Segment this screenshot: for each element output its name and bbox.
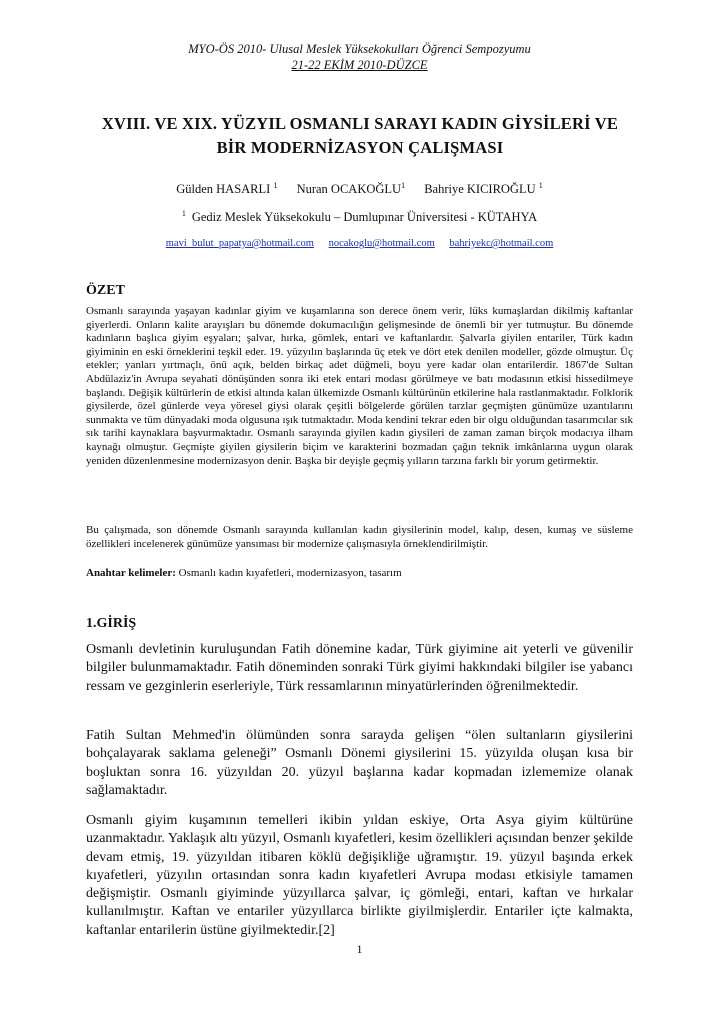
keywords-text: Osmanlı kadın kıyafetleri, modernizasyon, tasarım: [175, 567, 402, 579]
author: Nuran OCAKOĞLU$^1$: [296, 181, 406, 197]
conference-date: 21-22 EKİM 2010-DÜZCE: [291, 58, 428, 72]
body-paragraph: Osmanlı devletinin kuruluşundan Fatih dönemine kadar, Türk giyimine ait yeterli ve güvenilir bilgiler bulunmamaktadır. Fatih döneminden sonraki Türk giyimi hakkındaki bilgiler ise yabancı ressam ve gezginlerin eserleriyle, Türk ressamlarının minyatürlerinden öğrenilmektedir.: [86, 642, 633, 694]
email-link[interactable]: nocakoglu@hotmail.com: [328, 238, 435, 249]
affiliation: $^1$ Gediz Meslek Yüksekokulu – Dumlupınar Üniversitesi - KÜTAHYA: [181, 209, 538, 225]
email-link[interactable]: bahriyekc@hotmail.com: [449, 238, 554, 249]
paper-title: [60, 112, 660, 160]
author: Gülden HASARLI $^1$: [176, 181, 278, 197]
keywords: [86, 567, 633, 581]
abstract-paragraph: Bu çalışmada, son dönemde Osmanlı sarayında kullanılan kadın giysilerinin model, kalıp, desen, kumaş ve süsleme özellikleri incelenerek günümüze yansıması bir modernize çalışmasıyla örneklendirilmiştir.: [86, 524, 633, 550]
section-heading: 1.GİRİŞ: [86, 616, 137, 631]
author: Bahriye KICIROĞLU $^1$: [424, 181, 543, 197]
abstract-heading: ÖZET: [86, 283, 125, 298]
page-number: 1: [356, 942, 363, 956]
author-list: [0, 181, 719, 197]
keywords-label: Anahtar kelimeler:: [86, 567, 176, 579]
body-paragraph: Osmanlı giyim kuşamının temelleri ikibin yıldan eskiye, Orta Asya giyim kültürüne uzanmaktadır. Yaklaşık altı yüzyıl, Osmanlı kıyafetleri, kesim özellikleri açısından benzer şekilde devam etmiş, 19. yüzyıldan itibaren köklü değişikliğe uğramıştır. 19. yüzyıl başında erkek kıyafetleri, yüzyılın ortasından sonra kadın kıyafetleri Avrupa modası etkisiyle tamamen değişmiştir. Osmanlı giyiminde yüzyıllarca şalvar, iç gömleği, entari, kaftan ve hırkalar kullanılmıştır. Kaftan ve entariler yüzyıllarca birlikte giyilmişlerdir. Entariler içte kalmakta, kaftanlar entarilerin üstüne giyilmektedir.[2]: [86, 813, 633, 938]
title-line-1: XVIII. VE XIX. YÜZYIL OSMANLI SARAYI KADIN GİYSİLERİ VE: [101, 114, 619, 133]
title-line-2: BİR MODERNİZASYON ÇALIŞMASI: [216, 138, 504, 157]
abstract-paragraph: Osmanlı sarayında yaşayan kadınlar giyim ve kuşamlarına son derece önem verir, lüks kumaşlardan dikilmiş kaftanlar giyerlerdi. Onların kalite arayışları bu dönemde dokumacılığın gelişmesinde de önemli bir yer tutmuştur. Bu dönemde kadınların başlıca giyim eşyaları; şalvar, hırka, gömlek, entari ve kaftanlardır. Şalvarla giyilen entariler, Türk kadın giyiminin en eski örneklerini teşkil eder. 19. yüzyılın başlarında üç etek ve dört etek denilen modeller, gözde olmuştur. Üç etekler; yanları yırtmaçlı, önü açık, belden birkaç adet düğmeli, boyu yere kadar olan entarilerdir. 1867'de Sultan Abdülaziz'in Avrupa seyahati dönüşünden sonra iki etek entari modası görülmeye ve batı modasının etkisi hissedilmeye başlandı. Değişik kültürlerin de etkisi altında kalan ülkemizde Osmanlı kültürünün etkilerine hala rastlanmaktadır. Folklorik giysilerde, özel günlerde veya yöresel giysi olarak çeşitli bölgelerde görülen tarzlar geçmişten günümüze uzantılarını sunmakta ve tüm dünyadaki moda olgusuna ışık tutmaktadır. Moda kendini tekrar eden bir olgu olduğundan tasarımcılar sık sık tarihi kaynaklara başvurmaktadır. Osmanlı sarayında giyilen kadın giysileri de zaman zaman birçok modacıya ilham kaynağı olmuştur. Geçmişte giyilen giysilerin biçim ve karakterini bozmadan çağın teknik imkânlarına uygun olarak yeniden düzenlenmesine modernizasyon denir. Başka bir deyişle geçmiş yılların tarzına farklı bir yorum getirmektir.: [86, 305, 633, 467]
email-list: [0, 238, 719, 249]
conference-header: MYO-ÖS 2010- Ulusal Meslek Yüksekokulları Öğrenci Sempozyumu: [188, 42, 531, 56]
body-paragraph: Fatih Sultan Mehmed'in ölümünden sonra sarayda gelişen “ölen sultanların giysilerini bohçalayarak saklama geleneği” Osmanlı Dönemi giysilerini 15. yüzyılda oluşan kısa bir boşluktan sonra 16. yüzyıldan 20. yüzyıl başlarına kadar kopmadan izlememize olanak sağlamaktadır.: [86, 728, 633, 798]
email-link[interactable]: mavi_bulut_papatya@hotmail.com: [165, 238, 314, 249]
